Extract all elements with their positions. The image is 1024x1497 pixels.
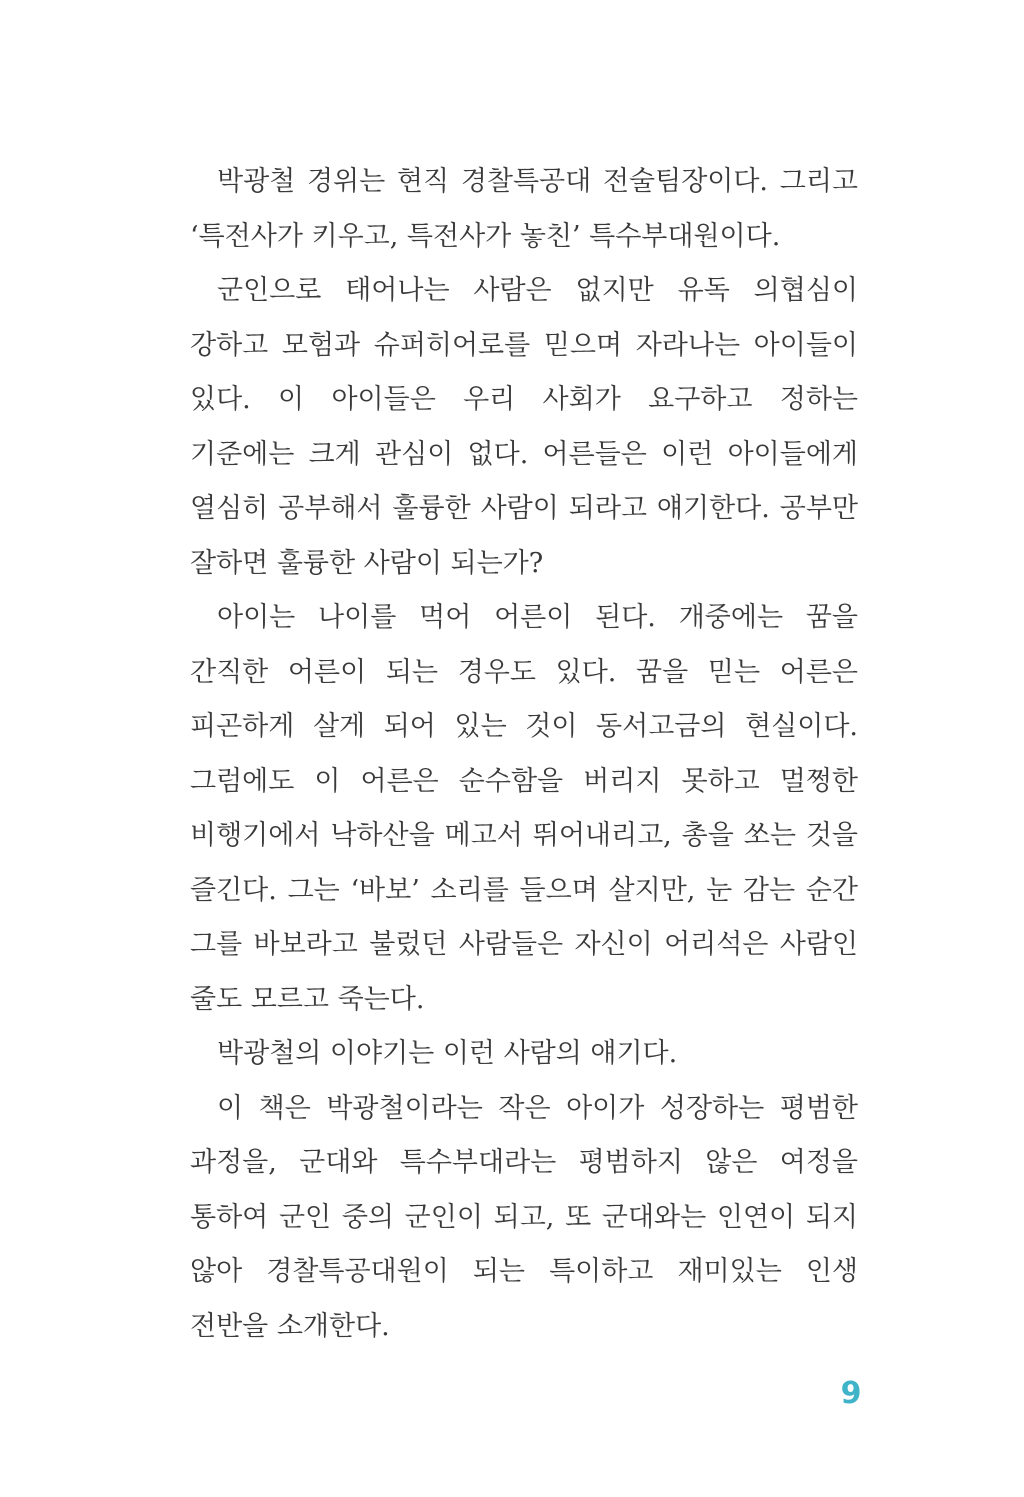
paragraph-2: 군인으로 태어나는 사람은 없지만 유독 의협심이 강하고 모험과 슈퍼히어로를 믿으며 자라나는 아이들이 있다. 이 아이들은 우리 사회가 요구하고 정하는 기준에는 크게 관심이 없다. 어른들은 이런 아이들에게 열심히 공부해서 훌륭한 사람이 되라고 얘기한다. 공부만 잘하면 훌륭한 사람이 되는가? xyxy=(190,275,858,579)
paragraph-1: 박광철 경위는 현직 경찰특공대 전술팀장이다. 그리고 ‘특전사가 키우고, 특전사가 놓친’ 특수부대원이다. xyxy=(190,166,858,252)
body-text xyxy=(190,155,858,1354)
page-number: 9 xyxy=(840,1376,862,1411)
paragraph-3: 아이는 나이를 먹어 어른이 된다. 개중에는 꿈을 간직한 어른이 되는 경우도 있다. 꿈을 믿는 어른은 피곤하게 살게 되어 있는 것이 동서고금의 현실이다. 그럼에도 이 어른은 순수함을 버리지 못하고 멀쩡한 비행기에서 낙하산을 메고서 뛰어내리고, 총을 쏘는 것을 즐긴다. 그는 ‘바보’ 소리를 들으며 살지만, 눈 감는 순간 그를 바보라고 불렀던 사람들은 자신이 어리석은 사람인 줄도 모르고 죽는다. xyxy=(190,602,858,1015)
paragraph-5: 이 책은 박광철이라는 작은 아이가 성장하는 평범한 과정을, 군대와 특수부대라는 평범하지 않은 여정을 통하여 군인 중의 군인이 되고, 또 군대와는 인연이 되지 않아 경찰특공대원이 되는 특이하고 재미있는 인생 전반을 소개한다. xyxy=(190,1092,858,1342)
paragraph-4: 박광철의 이야기는 이런 사람의 얘기다. xyxy=(217,1038,678,1069)
